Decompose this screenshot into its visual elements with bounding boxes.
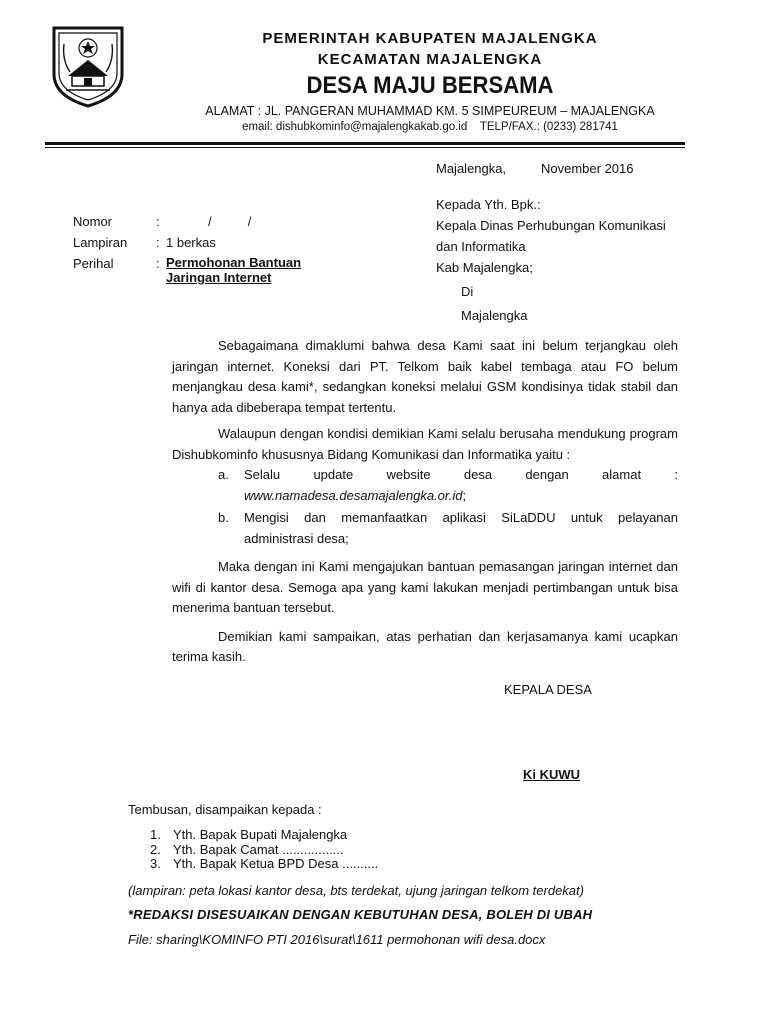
recipient-location <box>461 280 528 328</box>
regency-emblem-logo <box>48 24 128 108</box>
recipient-line: Kepala Dinas Perhubungan Komunikasi <box>436 218 666 233</box>
letter-body <box>172 336 678 668</box>
cc-intro: Tembusan, disampaikan kepada : <box>128 802 322 817</box>
editorial-note: *REDAKSI DISESUAIKAN DENGAN KEBUTUHAN DESA, BOLEH DI UBAH <box>128 907 593 922</box>
nomor-colon: : <box>156 214 160 229</box>
list-item-text: Mengisi dan memanfaatkan aplikasi SiLaDDU untuk pelayanan administrasi desa; <box>244 510 678 546</box>
perihal-line-1: Permohonan Bantuan <box>166 255 302 270</box>
list-marker: a. <box>218 467 229 482</box>
recipient-line: Kab Majalengka; <box>436 260 533 275</box>
cc-text: Yth. Bapak Ketua BPD Desa .......... <box>173 856 379 871</box>
program-list <box>172 465 678 549</box>
header-rule-thin <box>45 147 685 148</box>
list-marker: b. <box>218 510 229 525</box>
perihal-label: Perihal <box>73 256 114 271</box>
nomor-label: Nomor <box>73 214 113 229</box>
list-item <box>172 465 678 506</box>
perihal-colon: : <box>156 256 160 271</box>
signature-title: KEPALA DESA <box>504 682 592 697</box>
lampiran-value: 1 berkas <box>166 235 216 250</box>
list-item <box>172 508 678 549</box>
cc-item <box>150 828 378 843</box>
lampiran-colon: : <box>156 235 160 250</box>
recipient-line: dan Informatika <box>436 239 526 254</box>
website-url: www.namadesa.desamajalengka.or.id <box>244 487 463 503</box>
letter-date: November 2016 <box>541 161 634 176</box>
nomor-value: / / <box>208 214 252 229</box>
cc-number: 1. <box>150 827 161 842</box>
attachment-note: (lampiran: peta lokasi kantor desa, bts terdekat, ujung jaringan telkom terdekat) <box>128 883 584 898</box>
cc-text: Yth. Bapak Camat ................. <box>173 841 344 857</box>
cc-item <box>150 843 378 858</box>
header-government: PEMERINTAH KABUPATEN MAJALENGKA <box>262 30 598 47</box>
body-paragraph: Sebagaimana dimaklumi bahwa desa Kami saat ini belum terjangkau oleh jaringan internet. Koneksi dari PT. Telkom baik kabel tembaga atau FO belum menjangkau desa kami*, sedangkan koneksi melalui GSM kondisinya tidak stabil dan hanya ada dibeberapa tempat tertentu. <box>172 338 678 415</box>
perihal-line-2: Jaringan Internet <box>166 270 272 285</box>
body-paragraph: Demikian kami sampaikan, atas perhatian dan kerjasamanya kami ucapkan terima kasih. <box>172 628 678 664</box>
recipient-di: Di <box>461 284 474 299</box>
list-item-end: ; <box>462 487 467 503</box>
header-rule-thick <box>45 142 685 145</box>
recipient-block <box>436 194 666 278</box>
cc-list <box>150 828 378 872</box>
lampiran-label: Lampiran <box>73 235 128 250</box>
header-contact: email: dishubkominfo@majalengkakab.go.id TELP/FAX.: (0233) 281741 <box>242 121 618 133</box>
cc-text: Yth. Bapak Bupati Majalengka <box>173 827 348 842</box>
recipient-line: Kepada Yth. Bpk.: <box>436 197 541 212</box>
letter-meta <box>73 211 373 291</box>
body-paragraph: Maka dengan ini Kami mengajukan bantuan pemasangan jaringan internet dan wifi di kantor desa. Semoga apa yang kami lakukan menjadi pertimbangan untuk bisa menerima bantuan tersebut. <box>172 559 678 615</box>
signature-name: Ki KUWU <box>523 767 581 782</box>
recipient-city: Majalengka <box>461 308 528 323</box>
body-paragraph: Walaupun dengan kondisi demikian Kami selalu berusaha mendukung program Dishubkominfo khususnya Bidang Komunikasi dan Informatika yaitu : <box>172 426 678 462</box>
perihal-value <box>166 255 301 285</box>
header-village: DESA MAJU BERSAMA <box>306 72 554 99</box>
cc-number: 2. <box>150 841 161 857</box>
letter-place: Majalengka, <box>436 161 507 176</box>
file-path-note: File: sharing\KOMINFO PTI 2016\surat\1611 permohonan wifi desa.docx <box>128 932 546 947</box>
header-district: KECAMATAN MAJALENGKA <box>317 51 543 68</box>
cc-number: 3. <box>150 856 161 871</box>
list-item-text: Selalu update website desa dengan alamat : <box>244 467 678 482</box>
cc-item <box>150 857 378 872</box>
header-address: ALAMAT : JL. PANGERAN MUHAMMAD KM. 5 SIMPEUREUM – MAJALENGKA <box>205 104 655 118</box>
